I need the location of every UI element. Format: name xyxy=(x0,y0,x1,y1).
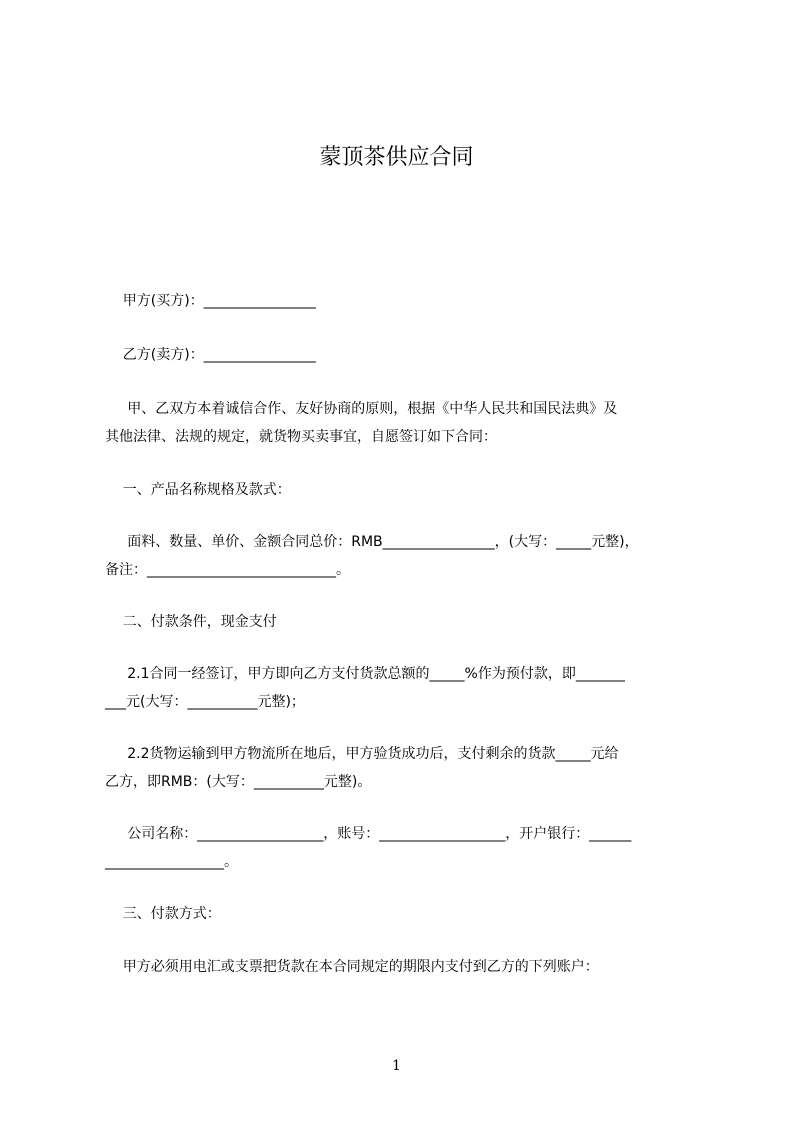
section-3-heading: 三、付款方式： xyxy=(105,906,221,922)
section-1-content-line-2: 备注：___________________________。 xyxy=(105,562,350,578)
document-title: 蒙顶茶供应合同 xyxy=(319,145,474,170)
company-info-line-1: 公司名称：__________________，账号：__________________，开户银行：______ xyxy=(105,826,632,842)
preamble-line-2: 其他法律、法规的规定，就货物买卖事宜，自愿签订如下合同： xyxy=(105,429,497,445)
section-3-content-line: 甲方必须用电汇或支票把货款在本合同规定的期限内支付到乙方的下列账户： xyxy=(105,959,599,975)
section-1-heading: 一、产品名称规格及款式： xyxy=(105,482,291,498)
party-b-seller-line: 乙方(卖方)：________________ xyxy=(105,347,316,363)
clause-2-2-line-1: 2.2货物运输到甲方物流所在地后，甲方验货成功后，支付剩余的货款_____元给 xyxy=(105,746,619,762)
section-1-content-line-1: 面料、数量、单价、金额合同总价：RMB________________，(大写：_____元整)， xyxy=(105,534,639,550)
clause-2-1-line-1: 2.1合同一经签订，甲方即向乙方支付货款总额的_____%作为预付款，即_______ xyxy=(105,666,625,682)
company-info-line-2: _________________。 xyxy=(105,854,238,870)
section-2-heading: 二、付款条件，现金支付 xyxy=(105,614,277,630)
page-number: 1 xyxy=(392,1058,401,1074)
preamble-line-1: 甲、乙双方本着诚信合作、友好协商的原则，根据《中华人民共和国民法典》及 xyxy=(105,401,618,417)
clause-2-1-line-2: ___元(大写：__________元整)； xyxy=(105,694,305,710)
party-a-buyer-line: 甲方(买方)：________________ xyxy=(105,293,316,309)
clause-2-2-line-2: 乙方，即RMB：(大写：__________元整)。 xyxy=(105,774,372,790)
